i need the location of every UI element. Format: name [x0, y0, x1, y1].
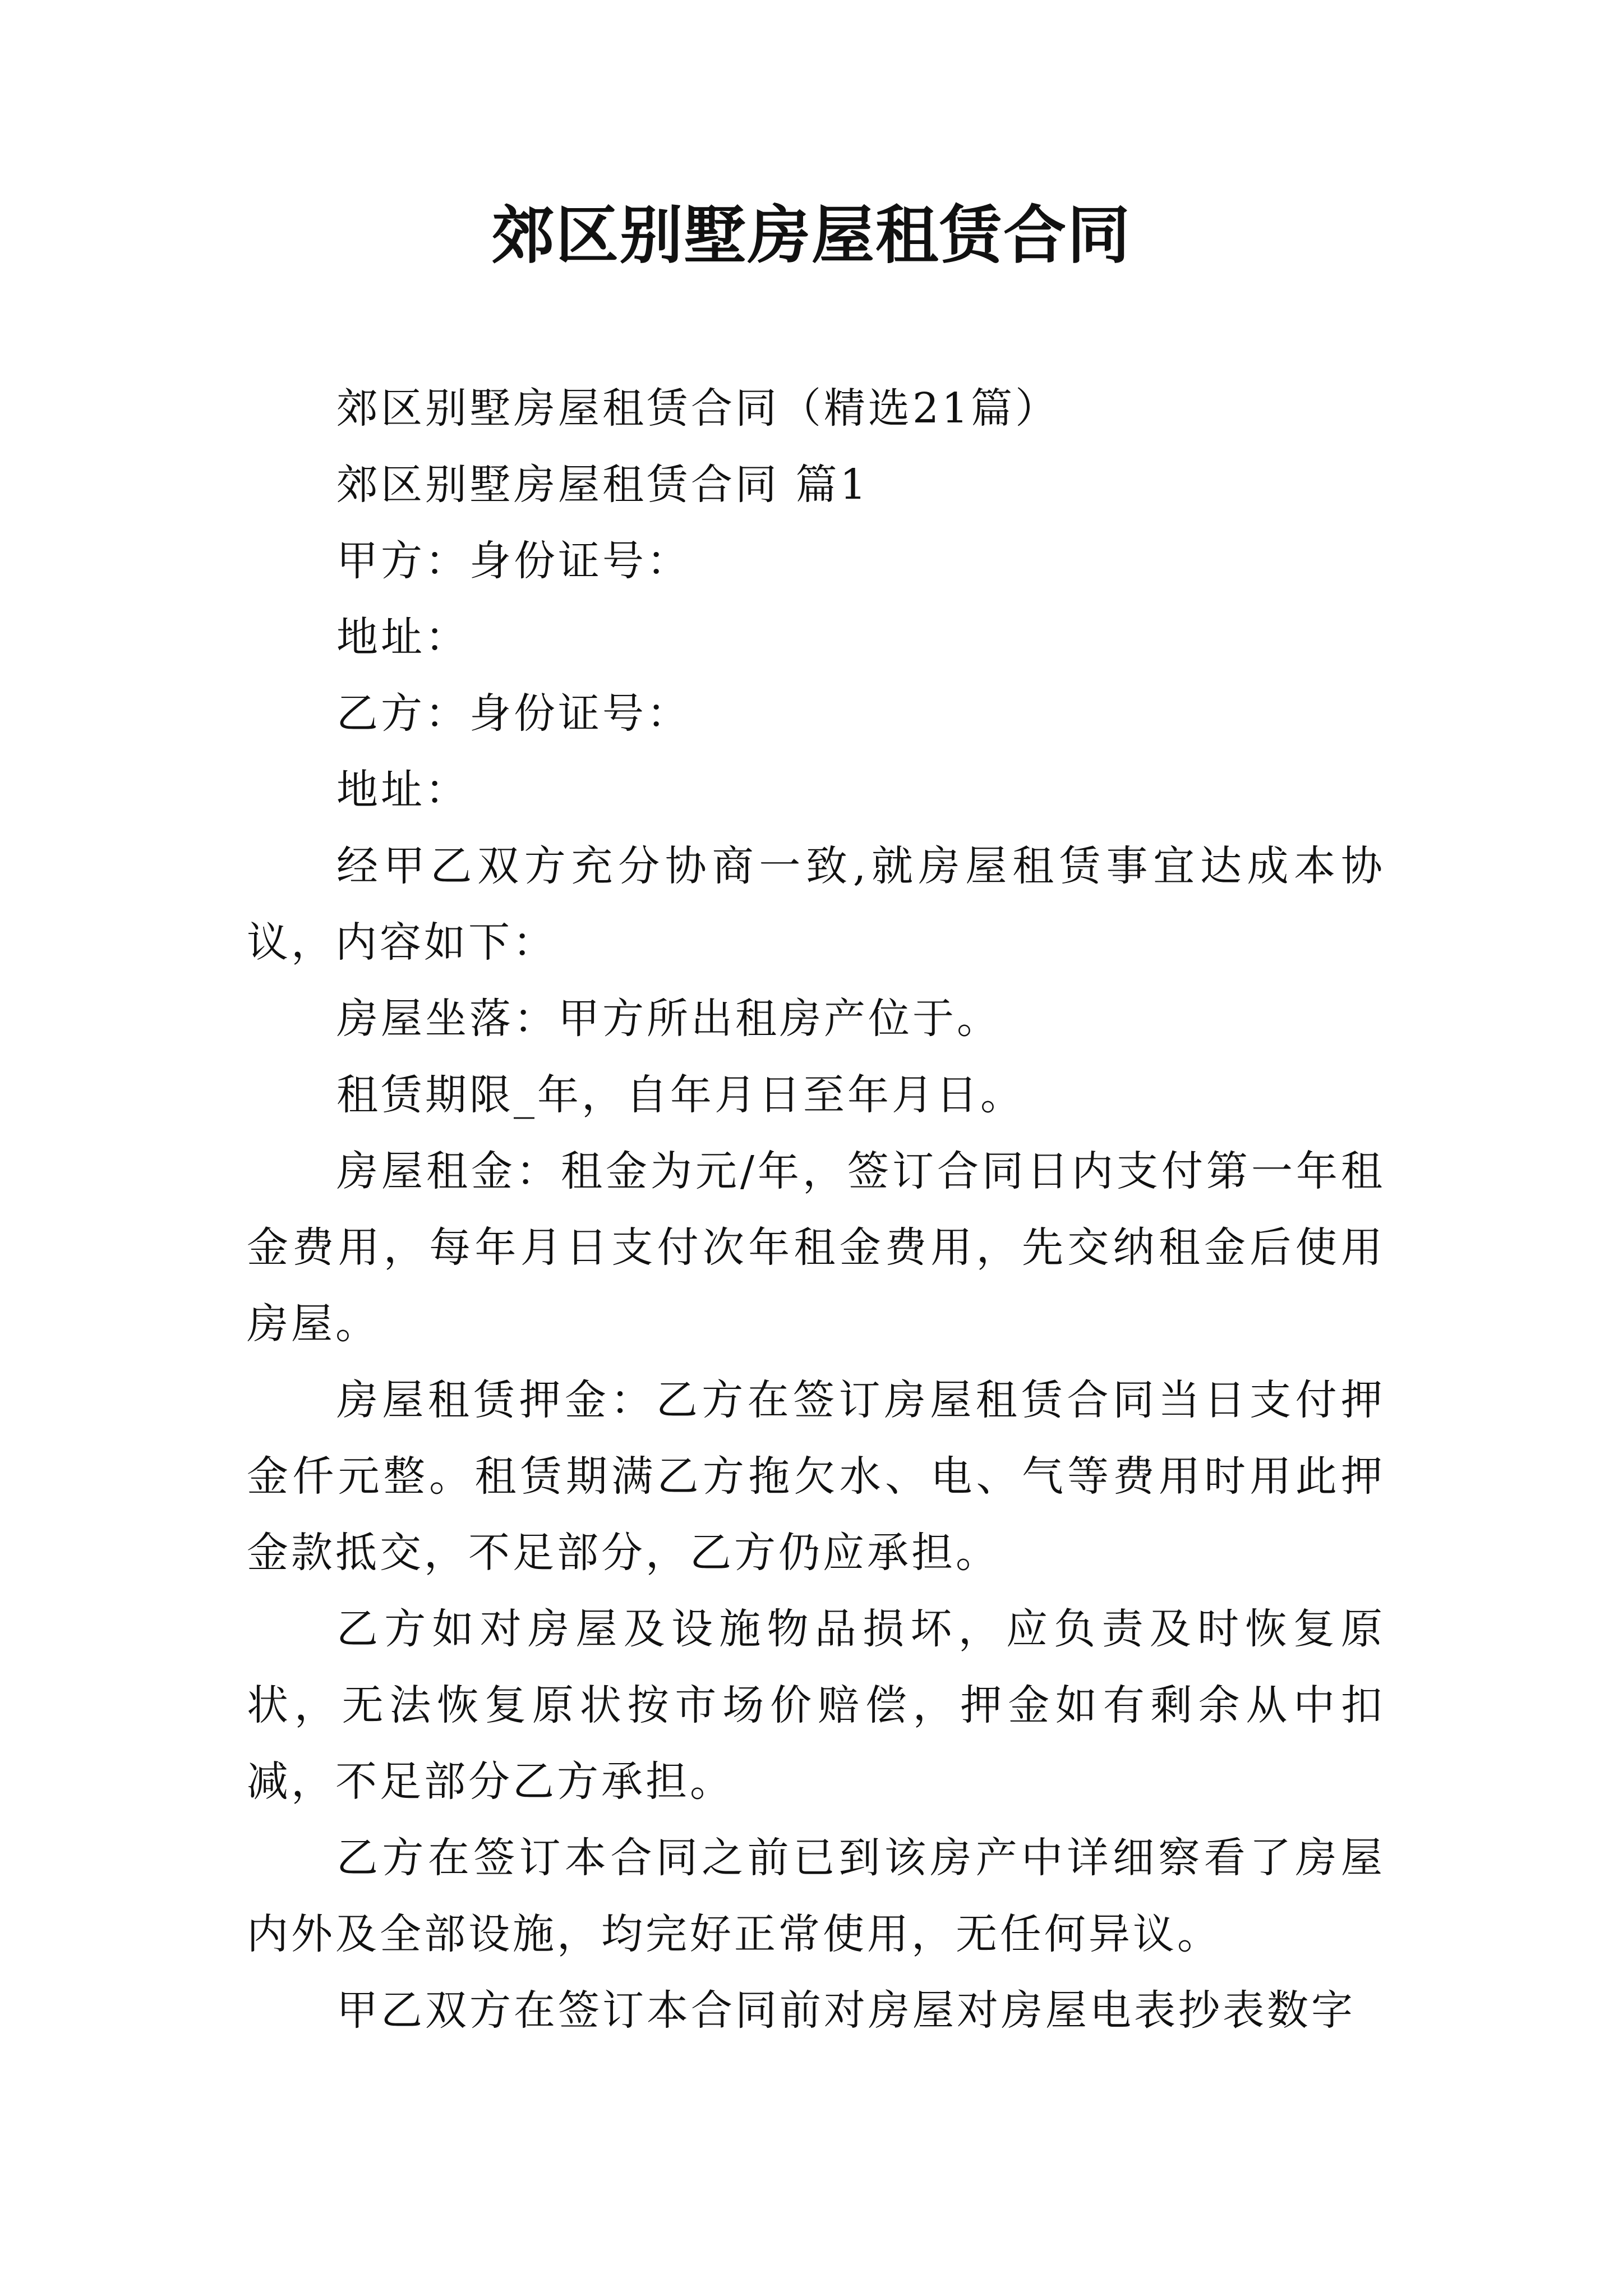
party-b-id: 乙方：身份证号：: [336, 689, 691, 738]
rent-clause: 房屋租金：租金为元/年，签订合同日内支付第一年租金费用，每年月日支付次年租金费用，先交纳租金后使用房屋。: [247, 1147, 1385, 1348]
subtitle-collection: 郊区别墅房屋租赁合同（精选21篇）: [336, 384, 1060, 432]
deposit-clause: 房屋租赁押金：乙方在签订房屋租赁合同当日支付押金仟元整。租赁期满乙方拖欠水、电、气等费用时用此押金款抵交，不足部分，乙方仍应承担。: [247, 1376, 1385, 1577]
damage-clause: 乙方如对房屋及设施物品损坏，应负责及时恢复原状，无法恢复原状按市场价赔偿，押金如有剩余从中扣减，不足部分乙方承担。: [247, 1605, 1385, 1806]
agreement-intro: 经甲乙双方充分协商一致,就房屋租赁事宜达成本协议，内容如下：: [247, 842, 1385, 967]
section-heading: 郊区别墅房屋租赁合同 篇1: [336, 461, 869, 509]
meter-reading-clause: 甲乙双方在签订本合同前对房屋对房屋电表抄表数字: [336, 1986, 1355, 2035]
document-body: [247, 370, 1385, 2049]
property-location: 房屋坐落：甲方所出租房产位于。: [336, 995, 1001, 1043]
document-title: 郊区别墅房屋租赁合同: [492, 199, 1131, 272]
party-a-address: 地址：: [336, 613, 469, 661]
inspection-clause: 乙方在签订本合同之前已到该房产中详细察看了房屋内外及全部设施，均完好正常使用，无任何异议。: [247, 1834, 1385, 1958]
party-a-id: 甲方：身份证号：: [336, 537, 691, 585]
party-b-address: 地址：: [336, 766, 469, 814]
lease-term: 租赁期限_年，自年月日至年月日。: [336, 1071, 1025, 1119]
